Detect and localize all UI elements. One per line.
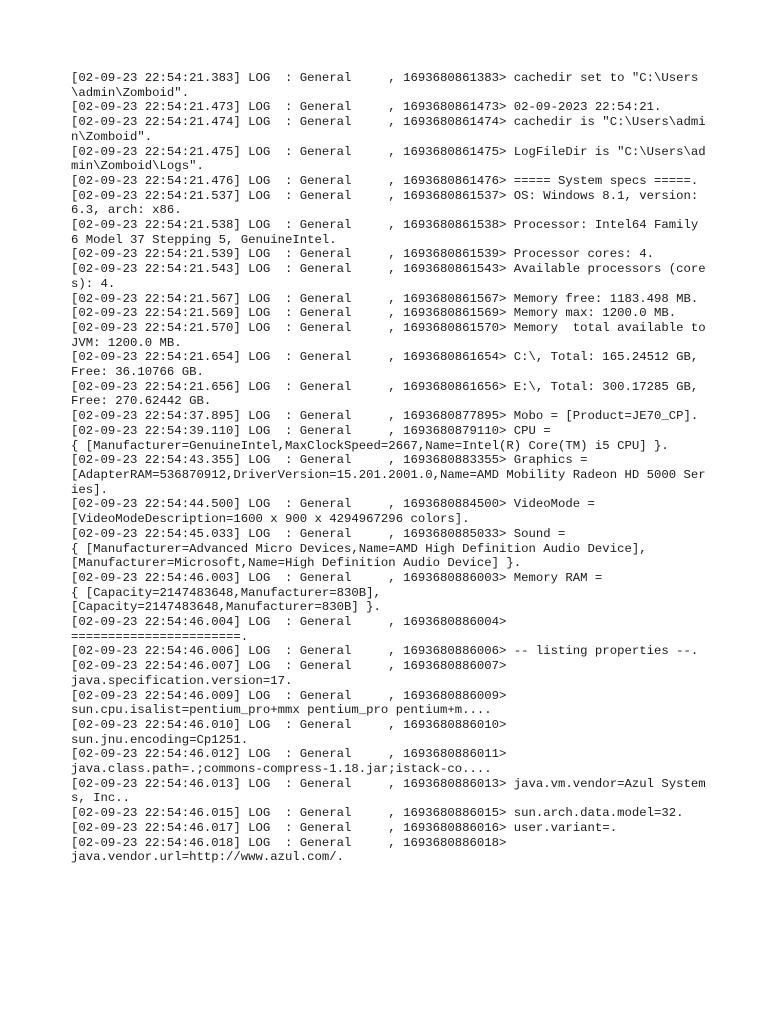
log-line: [02-09-23 22:54:37.895] LOG : General , 1693680877895> Mobo = [Product=JE70_CP].: [71, 409, 699, 424]
log-line: [02-09-23 22:54:46.012] LOG : General , 1693680886011> java.class.path=.;commons-compress-1.18.jar;istack-co....: [71, 747, 507, 777]
log-line: [02-09-23 22:54:46.018] LOG : General , 1693680886018> java.vendor.url=http://www.azul.com/.: [71, 835, 507, 865]
log-line: [02-09-23 22:54:45.033] LOG : General , 1693680885033> Sound = { [Manufacturer=Advanced Micro Devices,Name=AMD High Definition Audio Device], [Manufacturer=Microsoft,Name=High Definition Audio Device] }.: [71, 526, 647, 571]
log-line: [02-09-23 22:54:21.539] LOG : General , 1693680861539> Processor cores: 4.: [71, 247, 654, 262]
log-line: [02-09-23 22:54:21.543] LOG : General , 1693680861543> Available processors (cores): 4.: [71, 262, 706, 291]
log-line: [02-09-23 22:54:21.475] LOG : General , 1693680861475> LogFileDir is "C:\Users\admin\Zomboid\Logs".: [71, 144, 706, 174]
log-line: [02-09-23 22:54:21.570] LOG : General , 1693680861570> Memory total available to JVM: 1200.0 MB.: [71, 320, 714, 350]
log-document: [71, 71, 714, 865]
log-line: [02-09-23 22:54:46.017] LOG : General , 1693680886016> user.variant=.: [71, 820, 618, 835]
log-line: [02-09-23 22:54:21.537] LOG : General , 1693680861537> OS: Windows 8.1, version: 6.3, arch: x86.: [71, 188, 706, 218]
log-line: [02-09-23 22:54:21.538] LOG : General , 1693680861538> Processor: Intel64 Family 6 Model 37 Stepping 5, GenuineIntel.: [71, 218, 706, 247]
log-line: [02-09-23 22:54:46.007] LOG : General , 1693680886007> java.specification.version=17.: [71, 659, 507, 688]
log-line: [02-09-23 22:54:46.004] LOG : General , 1693680886004> =======================.: [71, 615, 507, 644]
log-line: [02-09-23 22:54:39.110] LOG : General , 1693680879110> CPU = { [Manufacturer=GenuineIntel,MaxClockSpeed=2667,Name=Intel(R) Core(TM) i5 CPU] }.: [71, 423, 669, 453]
log-line: [02-09-23 22:54:43.355] LOG : General , 1693680883355> Graphics = [AdapterRAM=536870912,DriverVersion=15.201.2001.0,Name=AMD Mobility Radeon HD 5000 Series].: [71, 453, 706, 497]
log-line: [02-09-23 22:54:21.567] LOG : General , 1693680861567> Memory free: 1183.498 MB.: [71, 291, 699, 306]
log-line: [02-09-23 22:54:46.010] LOG : General , 1693680886010> sun.jnu.encoding=Cp1251.: [71, 717, 507, 747]
log-line: [02-09-23 22:54:44.500] LOG : General , 1693680884500> VideoMode = [VideoModeDescription=1600 x 900 x 4294967296 colors].: [71, 497, 595, 527]
log-line: [02-09-23 22:54:21.569] LOG : General , 1693680861569> Memory max: 1200.0 MB.: [71, 306, 677, 321]
log-line: [02-09-23 22:54:46.009] LOG : General , 1693680886009> sun.cpu.isalist=pentium_pro+mmx pentium_pro pentium+m....: [71, 688, 507, 718]
log-line: [02-09-23 22:54:21.473] LOG : General , 1693680861473> 02-09-2023 22:54:21.: [71, 100, 662, 115]
log-line: [02-09-23 22:54:46.015] LOG : General , 1693680886015> sun.arch.data.model=32.: [71, 806, 684, 821]
log-line: [02-09-23 22:54:46.013] LOG : General , 1693680886013> java.vm.vendor=Azul Systems, Inc..: [71, 776, 706, 806]
log-line: [02-09-23 22:54:21.656] LOG : General , 1693680861656> E:\, Total: 300.17285 GB, Free: 270.62442 GB.: [71, 379, 706, 409]
log-line: [02-09-23 22:54:46.003] LOG : General , 1693680886003> Memory RAM = { [Capacity=2147483648,Manufacturer=830B], [Capacity=2147483648,Manufacturer=830B] }.: [71, 570, 603, 615]
log-line: [02-09-23 22:54:21.474] LOG : General , 1693680861474> cachedir is "C:\Users\admin\Zomboid".: [71, 115, 706, 144]
log-line: [02-09-23 22:54:21.383] LOG : General , 1693680861383> cachedir set to "C:\Users\admin\Zomboid".: [71, 71, 699, 100]
log-line: [02-09-23 22:54:46.006] LOG : General , 1693680886006> -- listing properties --.: [71, 644, 699, 659]
log-line: [02-09-23 22:54:21.476] LOG : General , 1693680861476> ===== System specs =====.: [71, 173, 699, 188]
log-line: [02-09-23 22:54:21.654] LOG : General , 1693680861654> C:\, Total: 165.24512 GB, Free: 36.10766 GB.: [71, 350, 706, 380]
